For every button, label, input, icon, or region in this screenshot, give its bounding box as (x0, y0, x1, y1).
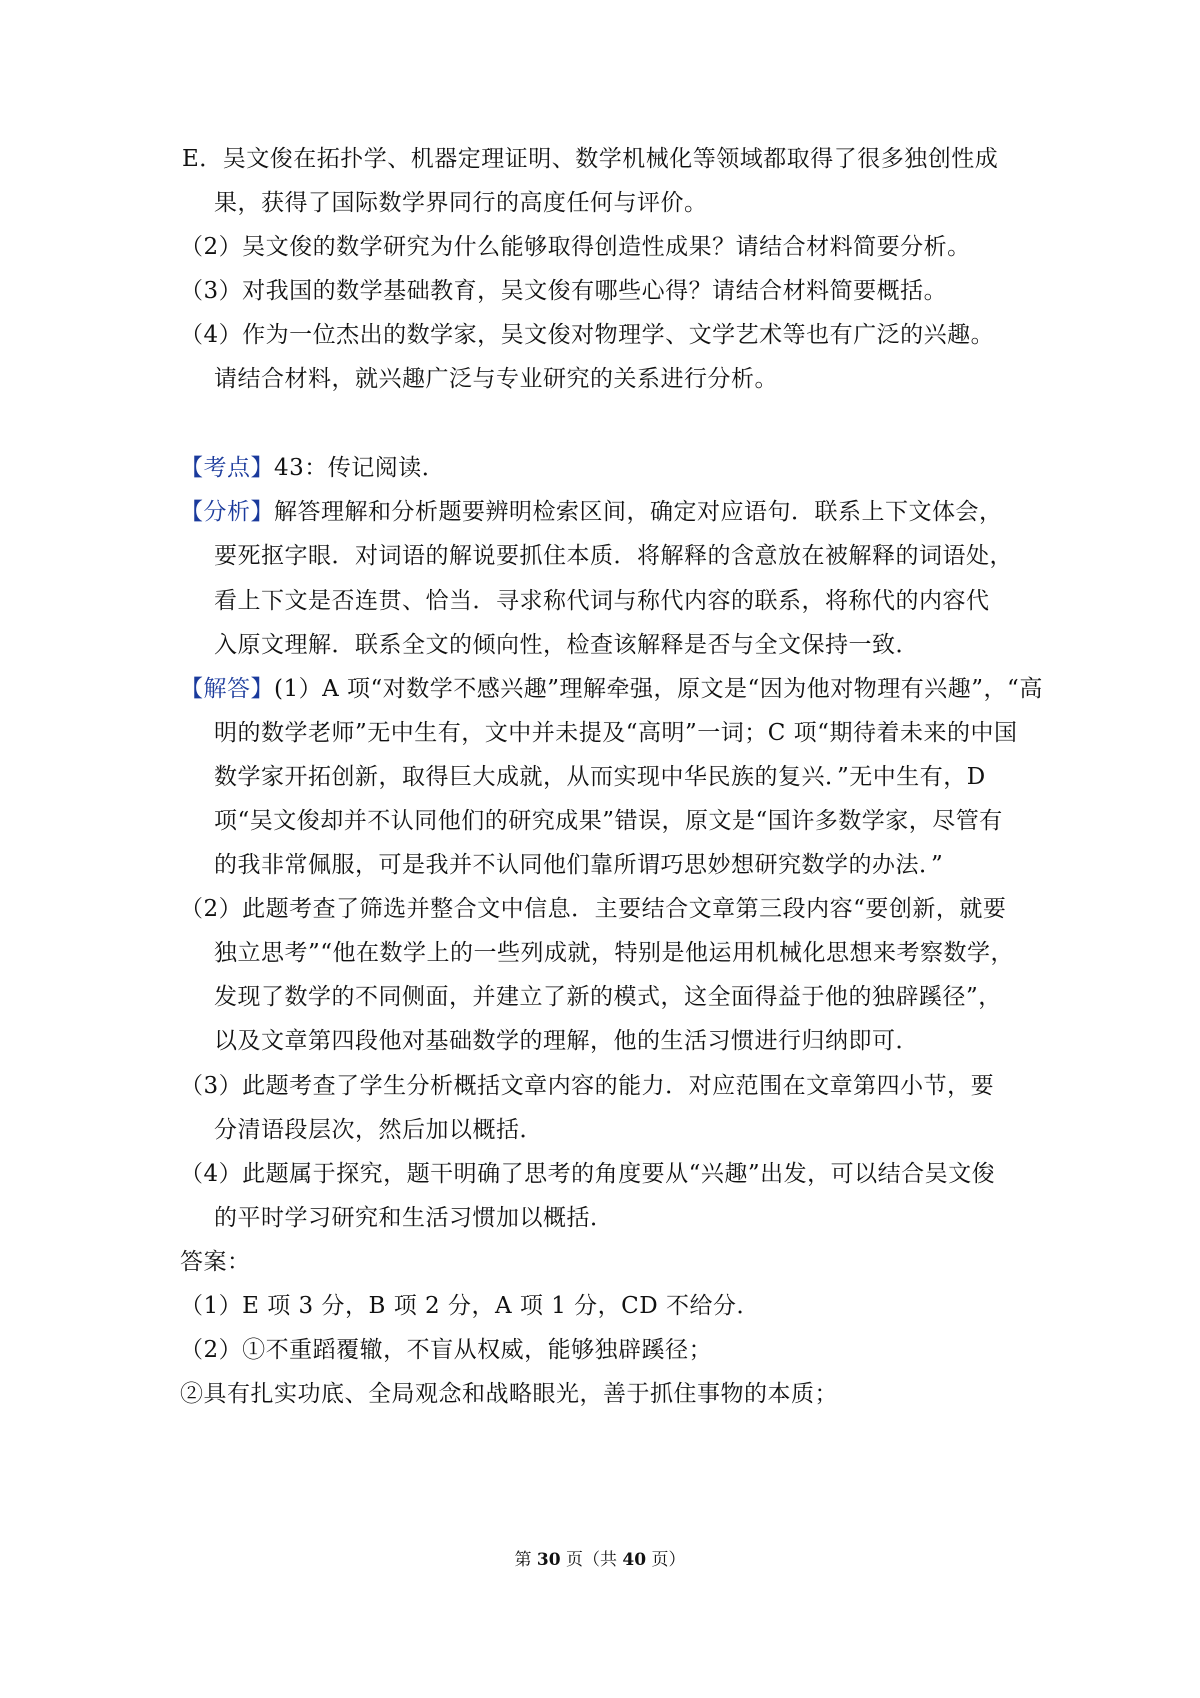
jieda-row (180, 674, 1043, 704)
footer-prefix: 第 (514, 1550, 532, 1570)
question-4-line2: 请结合材料，就兴趣广泛与专业研究的关系进行分析。 (214, 366, 778, 392)
jieda-p1-line1: (1）A 项“对数学不感兴趣”理解牵强，原文是“因为他对物理有兴趣”，“高 (274, 676, 1043, 702)
kaodian-row (180, 453, 445, 483)
fenxi-line4: 入原文理解．联系全文的倾向性，检查该解释是否与全文保持一致． (214, 632, 919, 658)
jieda-p2-line1: （2）此题考查了筛选并整合文中信息．主要结合文章第三段内容“要创新，就要 (180, 896, 1007, 922)
jieda-p4-line2: 的平时学习研究和生活习惯加以概括． (214, 1205, 614, 1231)
fenxi-tag: 【分析】 (180, 499, 274, 525)
option-e-line1: E．吴文俊在拓扑学、机器定理证明、数学机械化等领域都取得了很多独创性成 (182, 146, 999, 172)
footer-middle: 页（共 (566, 1550, 617, 1570)
answer-1: （1）E 项 3 分，B 项 2 分，A 项 1 分，CD 不给分． (180, 1293, 760, 1319)
fenxi-line3: 看上下文是否连贯、恰当．寻求称代词与称代内容的联系，将称代的内容代 (214, 588, 990, 614)
jieda-p1-line4: 项“吴文俊却并不认同他们的研究成果”错误，原文是“国许多数学家，尽管有 (214, 808, 1003, 834)
jieda-p2-line3: 发现了数学的不同侧面，并建立了新的模式，这全面得益于他的独辟蹊径”， (214, 984, 1002, 1010)
answer-2-point-2: ②具有扎实功底、全局观念和战略眼光，善于抓住事物的本质； (180, 1381, 838, 1407)
jieda-p1-line5: 的我非常佩服，可是我并不认同他们靠所谓巧思妙想研究数学的办法．” (214, 852, 944, 878)
jieda-p3-line2: 分清语段层次，然后加以概括． (214, 1117, 543, 1143)
question-4-line1: （4）作为一位杰出的数学家，吴文俊对物理学、文学艺术等也有广泛的兴趣。 (180, 322, 995, 348)
option-e-line2: 果，获得了国际数学界同行的高度任何与评价。 (214, 190, 708, 216)
jieda-p4-line1: （4）此题属于探究，题干明确了思考的角度要从“兴趣”出发，可以结合吴文俊 (180, 1161, 996, 1187)
footer-suffix: 页） (651, 1550, 686, 1570)
fenxi-row (180, 497, 1003, 527)
jieda-p1-line3: 数学家开拓创新，取得巨大成就，从而实现中华民族的复兴．”无中生有，D (214, 764, 986, 790)
footer-page-number: 30 (536, 1550, 561, 1570)
fenxi-line2: 要死抠字眼．对词语的解说要抓住本质．将解释的含意放在被解释的词语处， (214, 543, 1013, 569)
jieda-p2-line4: 以及文章第四段他对基础数学的理解，他的生活习惯进行归纳即可． (214, 1028, 919, 1054)
jieda-p2-line2: 独立思考”“他在数学上的一些列成就，特别是他运用机械化思想来考察数学， (214, 940, 1015, 966)
jieda-tag: 【解答】 (180, 676, 274, 702)
kaodian-tag: 【考点】 (180, 455, 274, 481)
question-2: （2）吴文俊的数学研究为什么能够取得创造性成果？请结合材料简要分析。 (180, 234, 971, 260)
answers-label: 答案： (180, 1249, 251, 1275)
jieda-p1-line2: 明的数学老师”无中生有，文中并未提及“高明”一词；C 项“期待着未来的中国 (214, 720, 1018, 746)
kaodian-text: 43：传记阅读． (274, 455, 446, 481)
page-footer (0, 1548, 1200, 1572)
footer-total-pages: 40 (622, 1550, 647, 1570)
answer-2: （2）①不重蹈覆辙，不盲从权威，能够独辟蹊径； (180, 1337, 713, 1363)
jieda-p3-line1: （3）此题考查了学生分析概括文章内容的能力．对应范围在文章第四小节，要 (180, 1073, 995, 1099)
question-3: （3）对我国的数学基础教育，吴文俊有哪些心得？请结合材料简要概括。 (180, 278, 948, 304)
fenxi-line1: 解答理解和分析题要辨明检索区间，确定对应语句．联系上下文体会， (274, 499, 1003, 525)
